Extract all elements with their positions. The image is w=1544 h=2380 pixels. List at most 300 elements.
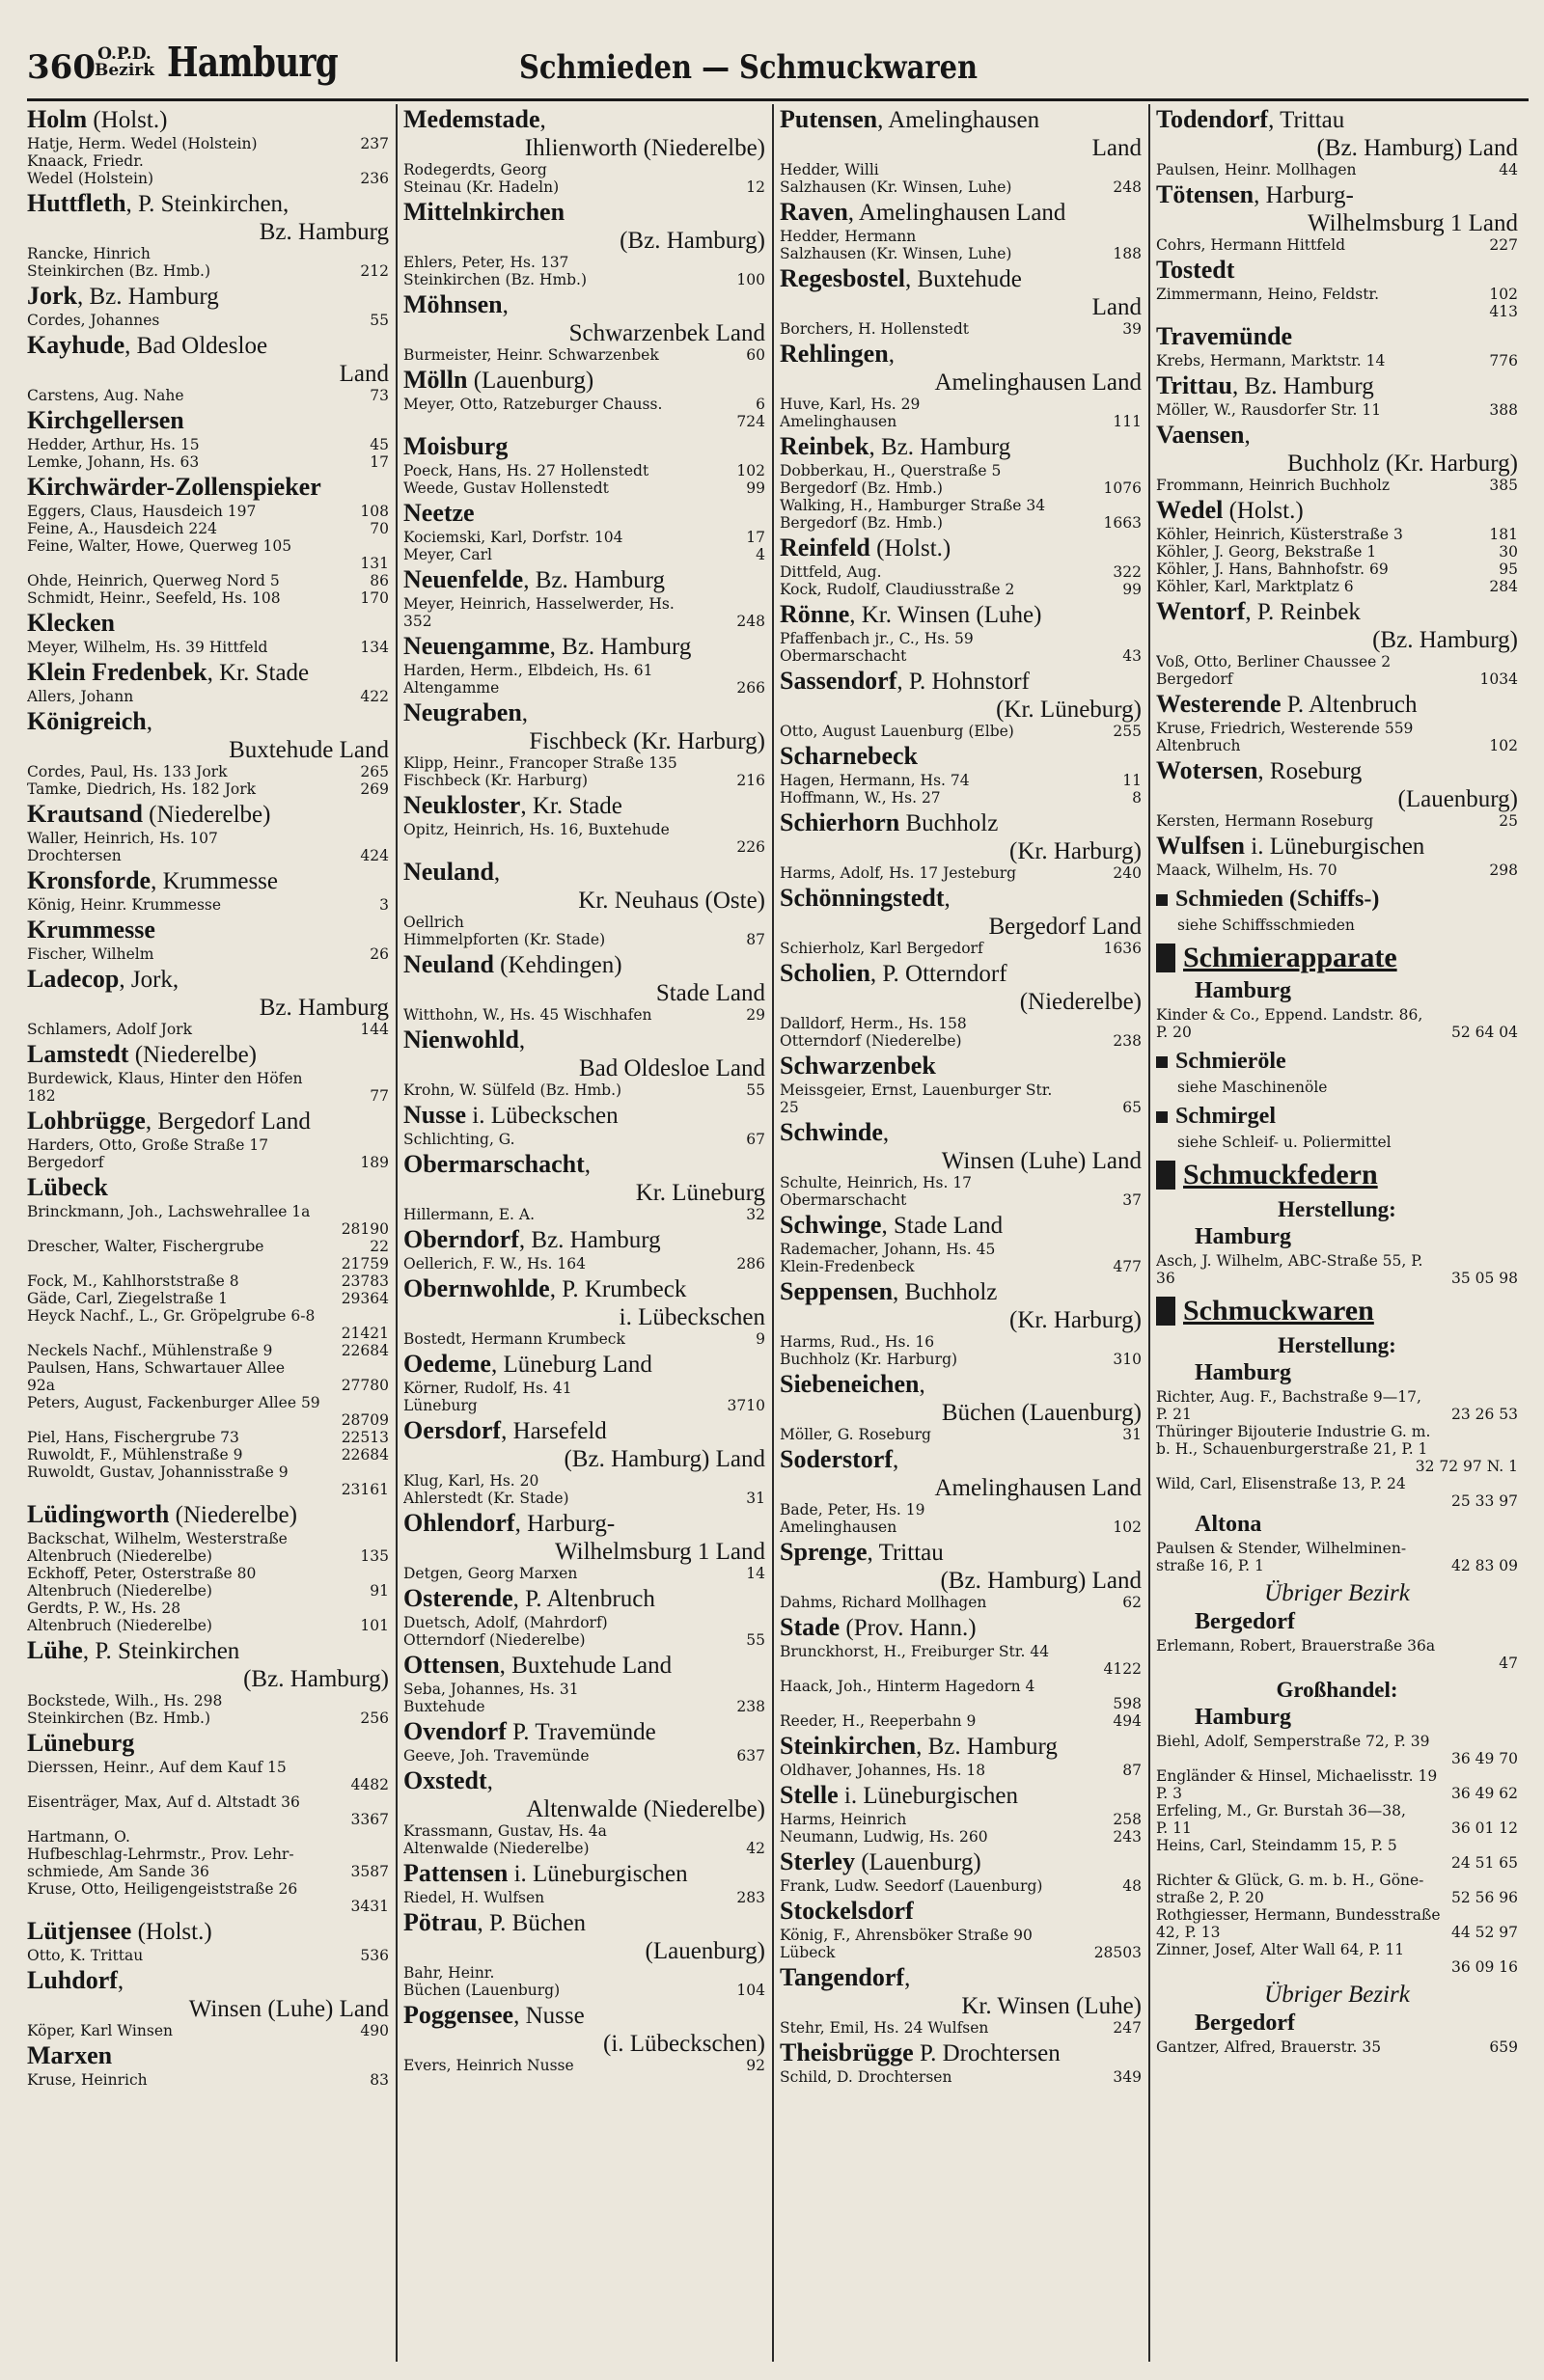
entry-text: Schlamers, Adolf Jork bbox=[27, 1021, 192, 1038]
place-subheading: (Bz. Hamburg) bbox=[620, 228, 765, 254]
place-block bbox=[1156, 106, 1518, 178]
place-heading bbox=[403, 699, 765, 727]
place-name: Lüdingworth bbox=[27, 1500, 170, 1528]
place-name: Neuland bbox=[403, 858, 494, 886]
place-block bbox=[1156, 372, 1518, 419]
entry-text: Bergedorf bbox=[27, 1154, 104, 1171]
subsection-heading: Herstellung: bbox=[1278, 1333, 1396, 1357]
entry-text: Paulsen, Hans, Schwartauer Allee bbox=[27, 1359, 286, 1377]
entry-text: Neckels Nachf., Mühlenstraße 9 bbox=[27, 1342, 273, 1359]
entry-phone-number: 144 bbox=[360, 1021, 389, 1038]
entry-text: Ruwoldt, F., Mühlenstraße 9 bbox=[27, 1446, 243, 1464]
listing-entry bbox=[403, 271, 765, 288]
place-name: Lohbrügge bbox=[27, 1107, 146, 1135]
place-subheading: (Kr. Harburg) bbox=[1009, 1307, 1142, 1333]
entry-text: Bahr, Heinr. bbox=[403, 1964, 495, 1982]
listing-entry bbox=[403, 546, 765, 563]
place-heading bbox=[27, 867, 389, 895]
listing-entry bbox=[1156, 1854, 1518, 1872]
entry-text: Carstens, Aug. Nahe bbox=[27, 387, 184, 404]
entry-phone-number: 3710 bbox=[727, 1397, 765, 1414]
place-name: Klein Fredenbek bbox=[27, 658, 207, 686]
entry-text: Lemke, Johann, Hs. 63 bbox=[27, 453, 200, 471]
place-suffix: , Bz. Hamburg bbox=[518, 1227, 661, 1253]
entry-text: Meissgeier, Ernst, Lauenburger Str. bbox=[780, 1081, 1053, 1099]
entry-phone-number: 265 bbox=[360, 763, 389, 780]
place-block bbox=[27, 659, 389, 705]
entry-text: Möller, W., Rausdorfer Str. 11 bbox=[1156, 401, 1382, 419]
entry-text: Poeck, Hans, Hs. 27 Hollenstedt bbox=[403, 462, 649, 479]
entry-text: Fock, M., Kahlhorststraße 8 bbox=[27, 1272, 239, 1290]
place-heading bbox=[27, 2042, 389, 2070]
listing-entry bbox=[27, 1411, 389, 1429]
entry-text: Bockstede, Wilh., Hs. 298 bbox=[27, 1692, 223, 1710]
entry-text: Krebs, Hermann, Marktstr. 14 bbox=[1156, 352, 1386, 369]
listing-entry bbox=[403, 1747, 765, 1764]
entry-phone-number: 4482 bbox=[350, 1776, 389, 1793]
listing-entry bbox=[780, 1678, 1142, 1695]
place-name: Kirchwärder-Zollenspieker bbox=[27, 473, 321, 501]
entry-phone-number: 29364 bbox=[341, 1290, 389, 1307]
section-name: Schmieröle bbox=[1175, 1049, 1286, 1074]
entry-text: 92a bbox=[27, 1377, 55, 1394]
place-heading bbox=[1156, 372, 1518, 400]
entry-text: Oellerich, F. W., Hs. 164 bbox=[403, 1255, 586, 1272]
section-heading bbox=[1156, 887, 1518, 913]
listing-entry bbox=[27, 1429, 389, 1446]
listing-entry bbox=[27, 1070, 389, 1087]
place-name: Kronsforde bbox=[27, 866, 152, 894]
entry-phone-number: 1034 bbox=[1479, 670, 1518, 688]
place-block bbox=[27, 916, 389, 963]
place-name: Schwinge bbox=[780, 1211, 882, 1239]
listing-entry bbox=[1156, 1270, 1518, 1287]
place-suffix: (Prov. Hann.) bbox=[840, 1615, 977, 1641]
listing-entry bbox=[27, 1947, 389, 1964]
entry-phone-number: 35 05 98 bbox=[1450, 1270, 1518, 1287]
listing-entry bbox=[780, 1426, 1142, 1443]
entry-text: straße 16, P. 1 bbox=[1156, 1557, 1264, 1574]
place-heading bbox=[403, 1226, 765, 1254]
listing-entry bbox=[27, 453, 389, 471]
listing-entry bbox=[1156, 1889, 1518, 1906]
place-name: Neuland bbox=[403, 950, 494, 978]
entry-phone-number: 77 bbox=[370, 1087, 389, 1105]
place-heading bbox=[780, 106, 1142, 134]
place-block bbox=[403, 1417, 765, 1507]
entry-text: Reeder, H., Reeperbahn 9 bbox=[780, 1712, 977, 1730]
listing-entry bbox=[780, 1660, 1142, 1678]
listing-entry bbox=[1156, 561, 1518, 578]
entry-text: Waller, Heinrich, Hs. 107 bbox=[27, 830, 218, 847]
listing-entry bbox=[780, 630, 1142, 647]
entry-text: Büchen (Lauenburg) bbox=[403, 1982, 561, 1999]
listing-entry bbox=[780, 772, 1142, 789]
place-suffix: , Stade Land bbox=[881, 1213, 1004, 1239]
listing-entry bbox=[1156, 1819, 1518, 1837]
entry-text: Frank, Ludw. Seedorf (Lauenburg) bbox=[780, 1877, 1043, 1895]
place-suffix: (Lauenburg) bbox=[467, 368, 594, 394]
listing-entry bbox=[27, 135, 389, 152]
place-suffix: , Kr. Stade bbox=[207, 660, 310, 686]
place-heading bbox=[403, 792, 765, 820]
listing-entry bbox=[403, 1397, 765, 1414]
listing-entry bbox=[27, 245, 389, 262]
place-block bbox=[403, 566, 765, 630]
place-name: Todendorf bbox=[1156, 105, 1269, 133]
entry-phone-number: 424 bbox=[360, 847, 389, 864]
section-name: Schmirgel bbox=[1175, 1104, 1276, 1129]
entry-phone-number: 3587 bbox=[350, 1863, 389, 1880]
listing-entry bbox=[780, 1099, 1142, 1116]
place-name: Rönne bbox=[780, 600, 850, 628]
section-cross-reference: siehe Maschinenöle bbox=[1177, 1079, 1328, 1096]
place-name: Oxstedt bbox=[403, 1766, 487, 1794]
entry-text: Köhler, J. Hans, Bahnhofstr. 69 bbox=[1156, 561, 1389, 578]
entry-text: Cordes, Johannes bbox=[27, 312, 160, 329]
section-marker bbox=[1156, 1111, 1168, 1123]
place-block bbox=[780, 1964, 1142, 2037]
place-subheading: Ihlienworth (Niederelbe) bbox=[524, 135, 765, 161]
entry-phone-number: 170 bbox=[360, 589, 389, 607]
place-subheading: (Niederelbe) bbox=[1019, 989, 1142, 1015]
entry-phone-number: 70 bbox=[370, 520, 389, 537]
entry-text: Buxtehude bbox=[403, 1698, 485, 1715]
place-block bbox=[27, 708, 389, 798]
place-suffix: , Bz. Hamburg bbox=[916, 1734, 1058, 1760]
place-subheading: (Lauenburg) bbox=[1397, 786, 1518, 812]
place-heading bbox=[403, 291, 765, 319]
place-subheading: Wilhelmsburg 1 Land bbox=[1308, 210, 1518, 236]
place-heading bbox=[403, 367, 765, 395]
place-subheading: Kr. Neuhaus (Oste) bbox=[578, 888, 765, 914]
place-suffix: (Niederelbe) bbox=[142, 802, 271, 828]
place-heading bbox=[780, 1119, 1142, 1147]
place-suffix: , P. Steinkirchen bbox=[82, 1638, 240, 1664]
entry-text: Duetsch, Adolf, (Mahrdorf) bbox=[403, 1614, 608, 1631]
entry-phone-number: 1076 bbox=[1103, 479, 1142, 497]
entry-phone-number: 422 bbox=[360, 688, 389, 705]
place-name: Holm bbox=[27, 105, 88, 133]
place-name: Schierhorn bbox=[780, 808, 900, 836]
listing-entry bbox=[780, 1828, 1142, 1846]
section-marker bbox=[1156, 1056, 1168, 1068]
place-suffix: (Niederelbe) bbox=[169, 1502, 297, 1528]
place-suffix: , bbox=[904, 1965, 911, 1991]
place-subheading: Buxtehude Land bbox=[229, 737, 389, 763]
place-name: Möhnsen bbox=[403, 290, 503, 318]
place-name: Rehlingen bbox=[780, 340, 889, 368]
entry-text: Zimmermann, Heino, Feldstr. bbox=[1156, 286, 1380, 303]
place-heading bbox=[1156, 691, 1518, 719]
place-block bbox=[403, 1767, 765, 1857]
place-name: Neetze bbox=[403, 499, 475, 527]
listing-entry bbox=[403, 254, 765, 271]
entry-phone-number: 776 bbox=[1489, 352, 1518, 369]
place-name: Obermarschacht bbox=[403, 1150, 585, 1178]
listing-entry bbox=[1156, 2038, 1518, 2056]
column-4 bbox=[1156, 104, 1518, 2362]
listing-entry bbox=[780, 647, 1142, 665]
place-suffix: , P. Otterndorf bbox=[869, 961, 1007, 987]
entry-text: Asch, J. Wilhelm, ABC-Straße 55, P. bbox=[1156, 1252, 1423, 1270]
place-suffix: , bbox=[892, 1447, 899, 1473]
listing-entry bbox=[1156, 1388, 1518, 1406]
entry-phone-number: 1636 bbox=[1103, 940, 1142, 957]
entry-phone-number: 26 bbox=[370, 945, 389, 963]
listing-entry bbox=[1156, 1802, 1518, 1819]
listing-entry bbox=[403, 931, 765, 948]
entry-text: Kinder & Co., Eppend. Landstr. 86, bbox=[1156, 1006, 1423, 1024]
listing-entry bbox=[403, 1255, 765, 1272]
place-suffix: , bbox=[521, 700, 529, 726]
place-heading bbox=[403, 566, 765, 594]
section-cross-reference: siehe Schiffsschmieden bbox=[1177, 916, 1355, 934]
place-subheading: Bz. Hamburg bbox=[259, 219, 389, 245]
place-heading bbox=[27, 474, 389, 502]
place-block bbox=[780, 1898, 1142, 1961]
listing-entry bbox=[403, 1889, 765, 1906]
entry-text: Altengamme bbox=[403, 679, 500, 697]
entry-text: Steinkirchen (Bz. Hmb.) bbox=[403, 271, 588, 288]
place-suffix: , Bz. Hamburg bbox=[1231, 373, 1374, 399]
section-marker bbox=[1156, 894, 1168, 906]
entry-text: Hedder, Arthur, Hs. 15 bbox=[27, 436, 200, 453]
section-heading bbox=[1156, 1104, 1518, 1130]
place-subheading: Winsen (Luhe) Land bbox=[941, 1148, 1142, 1174]
listing-entry bbox=[403, 1681, 765, 1698]
entry-text: Zinner, Josef, Alter Wall 64, P. 11 bbox=[1156, 1941, 1405, 1958]
entry-text: Oldhaver, Johannes, Hs. 18 bbox=[780, 1762, 986, 1779]
place-heading bbox=[1156, 598, 1518, 626]
entry-text: Knaack, Friedr. bbox=[27, 152, 144, 170]
place-block bbox=[1156, 422, 1518, 494]
place-heading bbox=[27, 1730, 389, 1758]
subsection-city: Hamburg bbox=[1195, 1705, 1292, 1730]
entry-text: Tamke, Diedrich, Hs. 182 Jork bbox=[27, 780, 257, 798]
place-heading bbox=[27, 1501, 389, 1529]
place-suffix: (Holst.) bbox=[869, 535, 951, 561]
place-block bbox=[780, 960, 1142, 1050]
entry-phone-number: 4122 bbox=[1103, 1660, 1142, 1678]
entry-phone-number: 43 bbox=[1122, 647, 1142, 665]
listing-entry bbox=[27, 1021, 389, 1038]
listing-entry bbox=[780, 864, 1142, 882]
place-heading bbox=[27, 283, 389, 311]
place-name: Luhdorf bbox=[27, 1966, 118, 1994]
entry-text: Weede, Gustav Hollenstedt bbox=[403, 479, 609, 497]
place-heading bbox=[1156, 497, 1518, 525]
place-suffix: , bbox=[882, 1120, 890, 1146]
listing-entry bbox=[780, 581, 1142, 598]
listing-entry bbox=[780, 514, 1142, 532]
place-heading bbox=[403, 199, 765, 227]
entry-phone-number: 8 bbox=[1132, 789, 1142, 807]
listing-entry bbox=[27, 1582, 389, 1600]
entry-text: Drochtersen bbox=[27, 847, 122, 864]
place-name: Regesbostel bbox=[780, 264, 905, 292]
entry-text: Feine, Walter, Howe, Querweg 105 bbox=[27, 537, 292, 555]
entry-text: Drescher, Walter, Fischergrube bbox=[27, 1238, 264, 1255]
place-suffix: , P. Krumbeck bbox=[549, 1276, 687, 1302]
place-block bbox=[403, 1275, 765, 1348]
listing-entry bbox=[403, 1006, 765, 1024]
place-suffix: (Holst.) bbox=[87, 107, 168, 133]
place-subheading: Kr. Winsen (Luhe) bbox=[961, 1993, 1142, 2019]
section-marker bbox=[1156, 1161, 1175, 1190]
place-heading bbox=[403, 500, 765, 528]
entry-text: P. 11 bbox=[1156, 1819, 1192, 1837]
entry-phone-number: 86 bbox=[370, 572, 389, 589]
listing-entry bbox=[403, 1565, 765, 1582]
place-name: Vaensen bbox=[1156, 421, 1245, 449]
place-subheading: (Lauenburg) bbox=[645, 1938, 765, 1964]
place-subheading: Land bbox=[339, 361, 389, 387]
entry-phone-number: 104 bbox=[736, 1982, 765, 1999]
entry-phone-number: 100 bbox=[736, 271, 765, 288]
place-heading bbox=[780, 885, 1142, 913]
place-name: Neuenfelde bbox=[403, 565, 524, 593]
entry-phone-number: 12 bbox=[746, 178, 765, 196]
entry-phone-number: 45 bbox=[370, 436, 389, 453]
columns bbox=[27, 104, 1529, 2362]
listing-entry bbox=[27, 639, 389, 656]
place-heading bbox=[780, 1848, 1142, 1876]
place-suffix: , bbox=[888, 342, 895, 368]
entry-phone-number: 212 bbox=[360, 262, 389, 280]
entry-phone-number: 266 bbox=[736, 679, 765, 697]
entry-phone-number: 22684 bbox=[341, 1446, 389, 1464]
listing-entry bbox=[27, 1394, 389, 1411]
entry-text: Schild, D. Drochtersen bbox=[780, 2068, 952, 2086]
place-suffix: , P. Reinbek bbox=[1245, 599, 1361, 625]
place-block bbox=[403, 500, 765, 563]
place-block bbox=[403, 1151, 765, 1223]
entry-phone-number: 23 26 53 bbox=[1450, 1406, 1518, 1423]
entry-phone-number: 240 bbox=[1113, 864, 1142, 882]
entry-text: Lübeck bbox=[780, 1944, 836, 1961]
place-block bbox=[780, 2039, 1142, 2086]
entry-phone-number: 95 bbox=[1499, 561, 1518, 578]
entry-text: Harms, Adolf, Hs. 17 Jesteburg bbox=[780, 864, 1017, 882]
place-block bbox=[403, 1652, 765, 1715]
place-block bbox=[403, 859, 765, 948]
place-name: Ladecop bbox=[27, 965, 120, 993]
listing-entry bbox=[27, 1203, 389, 1220]
place-suffix: , Bz. Hamburg bbox=[549, 634, 692, 660]
place-name: Mölln bbox=[403, 366, 468, 394]
listing-entry bbox=[27, 1325, 389, 1342]
listing-entry bbox=[1156, 653, 1518, 670]
place-heading bbox=[403, 1275, 765, 1303]
entry-phone-number: 188 bbox=[1113, 245, 1142, 262]
listing-entry bbox=[1156, 1767, 1518, 1785]
listing-entry bbox=[27, 1377, 389, 1394]
place-name: Stelle bbox=[780, 1781, 839, 1809]
place-heading bbox=[780, 743, 1142, 771]
listing-entry bbox=[1156, 526, 1518, 543]
listing-entry bbox=[780, 497, 1142, 514]
entry-text: Krassmann, Gustav, Hs. 4a bbox=[403, 1822, 607, 1840]
column-divider bbox=[772, 104, 774, 2362]
entry-text: Steinau (Kr. Hadeln) bbox=[403, 178, 560, 196]
place-name: Seppensen bbox=[780, 1277, 894, 1305]
entry-phone-number: 1663 bbox=[1103, 514, 1142, 532]
entry-text: Feine, A., Hausdeich 224 bbox=[27, 520, 217, 537]
place-subheading: (Bz. Hamburg) Land bbox=[564, 1446, 765, 1472]
entry-text: Meyer, Carl bbox=[403, 546, 493, 563]
place-suffix: , Trittau bbox=[1268, 107, 1345, 133]
place-name: Nienwohld bbox=[403, 1026, 519, 1053]
place-block bbox=[780, 199, 1142, 262]
entry-phone-number: 238 bbox=[736, 1698, 765, 1715]
entry-phone-number: 3431 bbox=[350, 1898, 389, 1915]
entry-text: Ruwoldt, Gustav, Johannisstraße 9 bbox=[27, 1464, 289, 1481]
entry-text: Köper, Karl Winsen bbox=[27, 2022, 173, 2039]
entry-phone-number: 99 bbox=[1122, 581, 1142, 598]
entry-text: Wedel (Holstein) bbox=[27, 170, 154, 187]
listing-entry bbox=[780, 1081, 1142, 1099]
entry-phone-number: 102 bbox=[1113, 1518, 1142, 1536]
listing-entry bbox=[780, 2019, 1142, 2037]
place-heading bbox=[403, 859, 765, 887]
entry-text: Rodegerdts, Georg bbox=[403, 161, 547, 178]
subsection-city: Altona bbox=[1195, 1512, 1262, 1537]
entry-phone-number: 37 bbox=[1122, 1191, 1142, 1209]
place-name: Scholien bbox=[780, 959, 870, 987]
place-heading bbox=[27, 610, 389, 638]
listing-entry bbox=[780, 1712, 1142, 1730]
listing-entry bbox=[403, 1614, 765, 1631]
entry-text: Ohde, Heinrich, Querweg Nord 5 bbox=[27, 572, 280, 589]
place-heading bbox=[403, 1417, 765, 1445]
listing-entry bbox=[403, 161, 765, 178]
place-suffix: , Bad Oldesloe bbox=[124, 333, 268, 359]
entry-text: Hoffmann, W., Hs. 27 bbox=[780, 789, 941, 807]
listing-entry bbox=[780, 2068, 1142, 2086]
entry-text: Cohrs, Hermann Hittfeld bbox=[1156, 236, 1346, 254]
place-suffix: (Lauenburg) bbox=[854, 1849, 981, 1875]
listing-entry bbox=[27, 1600, 389, 1617]
place-heading bbox=[27, 407, 389, 435]
entry-text: Voß, Otto, Berliner Chaussee 2 bbox=[1156, 653, 1392, 670]
entry-phone-number: 28503 bbox=[1093, 1944, 1142, 1961]
place-block bbox=[403, 1585, 765, 1649]
place-heading bbox=[27, 916, 389, 944]
listing-entry bbox=[27, 1547, 389, 1565]
place-block bbox=[403, 1026, 765, 1099]
listing-entry bbox=[27, 763, 389, 780]
entry-text: 182 bbox=[27, 1087, 56, 1105]
place-suffix: , Buxtehude bbox=[904, 266, 1022, 292]
entry-phone-number: 238 bbox=[1113, 1032, 1142, 1050]
listing-entry bbox=[1156, 1958, 1518, 1976]
listing-entry bbox=[1156, 1540, 1518, 1557]
place-name: Nusse bbox=[403, 1101, 467, 1129]
listing-entry bbox=[27, 780, 389, 798]
entry-phone-number: 413 bbox=[1489, 303, 1518, 320]
entry-text: Altenbruch (Niederelbe) bbox=[27, 1617, 212, 1634]
entry-phone-number: 284 bbox=[1489, 578, 1518, 595]
entry-text: Hedder, Hermann bbox=[780, 228, 917, 245]
entry-phone-number: 73 bbox=[370, 387, 389, 404]
place-heading bbox=[27, 332, 389, 360]
entry-text: Dahms, Richard Mollhagen bbox=[780, 1594, 987, 1611]
section-name: Schmierapparate bbox=[1183, 942, 1397, 973]
place-suffix: , P. Altenbruch bbox=[512, 1586, 655, 1612]
entry-phone-number: 237 bbox=[360, 135, 389, 152]
place-suffix: (Holst.) bbox=[131, 1919, 212, 1945]
